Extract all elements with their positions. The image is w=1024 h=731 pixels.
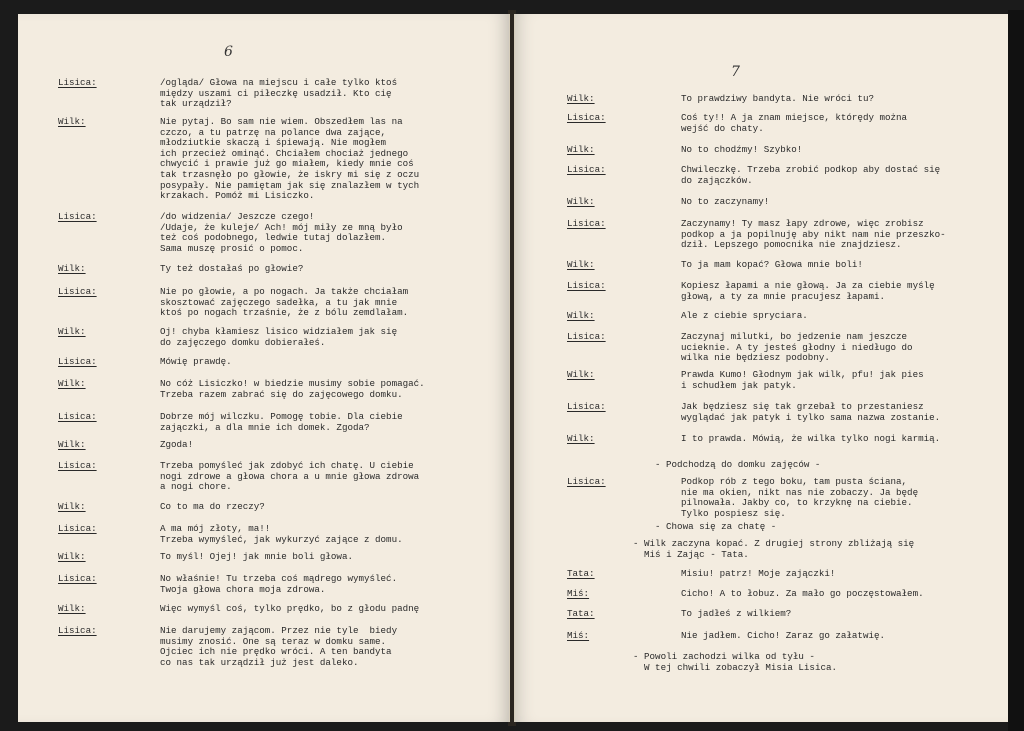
speaker-label: Wilk: xyxy=(567,259,595,270)
speaker-label: Lisica: xyxy=(567,331,606,342)
speaker-label: Wilk: xyxy=(567,196,595,207)
speaker-label: Wilk: xyxy=(567,433,595,444)
speaker-label: Lisica: xyxy=(58,411,97,422)
dialogue-line: No to zaczynamy! xyxy=(681,196,770,207)
right-page xyxy=(514,14,1008,722)
dialogue-line: I to prawda. Mówią, że wilka tylko nogi karmią. xyxy=(681,433,941,444)
dialogue-line: Nie po głowie, a po nogach. Ja także chciałam xyxy=(160,286,409,297)
speaker-label: Lisica: xyxy=(58,356,97,367)
speaker-label: Lisica: xyxy=(58,77,97,88)
dialogue-line: Nie pytaj. Bo sam nie wiem. Obszedłem las na xyxy=(160,116,403,127)
dialogue-line: Trzeba pomyśleć jak zdobyć ich chatę. U ciebie xyxy=(160,460,414,471)
dialogue-line: chwycić i prawie już go miałem, kiedy mnie coś xyxy=(160,158,414,170)
dialogue-line: wyglądać jak patyk i tylko sama nazwa zostanie. xyxy=(681,411,941,423)
speaker-label: Wilk: xyxy=(567,369,595,380)
dialogue-line: No to chodźmy! Szybko! xyxy=(681,144,803,155)
dialogue-line: ich przecież ominąć. Chciałem chociaż jednego xyxy=(160,147,409,159)
dialogue-line: No cóż Lisiczko! w biedzie musimy sobie pomagać. xyxy=(160,378,425,389)
dialogue-line: Jak będziesz się tak grzebał to przestaniesz xyxy=(681,401,924,412)
dialogue-line: Misiu! patrz! Moje zajączki! xyxy=(681,568,836,579)
dialogue-line: Sama muszę prosić o pomoc. xyxy=(160,242,304,254)
dialogue-line: nogi zdrowe a głowa chora a u mnie głowa zdrowa xyxy=(160,470,420,482)
dialogue-line: Kopiesz łapami a nie głową. Ja za ciebie myślę xyxy=(681,280,935,291)
dialogue-line: podkop a ja popilnuję aby nikt nam nie przeszko- xyxy=(681,228,946,240)
stage-direction: - Chowa się za chatę - xyxy=(655,521,777,532)
dialogue-line: zajączki, a dla mnie ich domek. Zgoda? xyxy=(160,421,370,433)
dialogue-line: Więc wymyśl coś, tylko prędko, bo z głodu padnę xyxy=(160,603,420,614)
dialogue-line: Coś ty!! A ja znam miejsce, którędy można xyxy=(681,112,908,123)
dialogue-line: Trzeba razem zabrać się do zajęcowego domku. xyxy=(160,388,403,400)
dialogue-line: ktoś po nogach trzaśnie, że z bólu zemdlałam. xyxy=(160,307,409,319)
dialogue-line: Dobrze mój wilczku. Pomogę tobie. Dla ciebie xyxy=(160,411,403,422)
stage-direction: - Powoli zachodzi wilka od tyłu - xyxy=(633,651,815,662)
stage-direction: W tej chwili zobaczył Misia Lisica. xyxy=(633,661,837,673)
dialogue-line: skosztować zajęczego sadełka, a tu jak mnie xyxy=(160,296,398,308)
speaker-label: Lisica: xyxy=(58,211,97,222)
dialogue-line: Podkop rób z tego boku, tam pusta ściana, xyxy=(681,476,908,487)
dialogue-line: też coś podobnego, ledwie tutaj dolazłem. xyxy=(160,232,387,244)
dialogue-line: Zgoda! xyxy=(160,439,194,450)
speaker-label: Wilk: xyxy=(58,263,86,274)
dialogue-line: /Udaje, że kuleje/ Ach! mój miły ze mną było xyxy=(160,221,403,233)
dialogue-line: dził. Lepszego pomocnika nie znajdziesz. xyxy=(681,239,902,251)
dialogue-line: do zajęczego domku dobierałeś. xyxy=(160,336,326,348)
dialogue-line: tak urządził? xyxy=(160,98,232,110)
dialogue-line: Nie jadłem. Cicho! Zaraz go załatwię. xyxy=(681,630,885,641)
dialogue-line: czczo, a tu patrzę na polance dwa zające, xyxy=(160,126,387,138)
dialogue-line: Twoja głowa chora moja zdrowa. xyxy=(160,583,326,595)
speaker-label: Lisica: xyxy=(58,625,97,636)
speaker-label: Lisica: xyxy=(567,218,606,229)
speaker-label: Wilk: xyxy=(58,439,86,450)
dialogue-line: Cicho! A to łobuz. Za mało go poczęstowałem. xyxy=(681,588,924,599)
dialogue-line: Co to ma do rzeczy? xyxy=(160,501,265,512)
dialogue-line: /ogląda/ Głowa na miejscu i całe tylko ktoś xyxy=(160,77,398,88)
dialogue-line: ucieknie. A ty jesteś głodny i niedługo do xyxy=(681,341,913,353)
dialogue-line: i schudłem jak patyk. xyxy=(681,379,797,391)
dialogue-line: musimy znosić. One są teraz w domku same. xyxy=(160,635,387,647)
dialogue-line: do zajączków. xyxy=(681,174,753,186)
speaker-label: Wilk: xyxy=(567,93,595,104)
speaker-label: Wilk: xyxy=(58,603,86,614)
speaker-label: Lisica: xyxy=(58,523,97,534)
dialogue-line: Oj! chyba kłamiesz lisico widziałem jak się xyxy=(160,326,398,337)
dialogue-line: a nogi chore. xyxy=(160,481,232,493)
stage-direction: - Wilk zaczyna kopać. Z drugiej strony zbliżają się xyxy=(633,538,915,549)
dialogue-line: Ale z ciebie spryciara. xyxy=(681,310,808,321)
dialogue-line: To prawdziwy bandyta. Nie wróci tu? xyxy=(681,93,874,104)
dialogue-line: Zaczynaj milutki, bo jedzenie nam jeszcze xyxy=(681,331,908,342)
dialogue-line: tak trzasnęło po głowie, że iskry mi się z oczu xyxy=(160,169,420,180)
dialogue-line: wejść do chaty. xyxy=(681,122,764,134)
speaker-label: Lisica: xyxy=(567,476,606,487)
left-page xyxy=(18,14,510,722)
dialogue-line: głową, a ty za mnie pracujesz łapami. xyxy=(681,290,885,302)
right-page-number: 7 xyxy=(731,64,740,80)
stage-direction: Miś i Zając - Tata. xyxy=(633,548,749,560)
speaker-label: Wilk: xyxy=(567,144,595,155)
dialogue-line: Trzeba wymyśleć, jak wykurzyć zające z domu. xyxy=(160,533,403,545)
dialogue-line: Chwileczkę. Trzeba zrobić podkop aby dostać się xyxy=(681,164,941,175)
left-page-number: 6 xyxy=(224,44,233,60)
speaker-label: Wilk: xyxy=(58,551,86,562)
stage-direction: - Podchodzą do domku zajęców - xyxy=(655,459,821,470)
dialogue-line: To myśl! Ojej! jak mnie boli głowa. xyxy=(160,551,353,562)
dialogue-line: No właśnie! Tu trzeba coś mądrego wymyśleć. xyxy=(160,573,398,584)
speaker-label: Wilk: xyxy=(58,501,86,512)
dialogue-line: pilnowała. Jakby co, to krzyknę na ciebie. xyxy=(681,497,913,509)
dialogue-line: Prawda Kumo! Głodnym jak wilk, pfu! jak pies xyxy=(681,369,924,380)
speaker-label: Wilk: xyxy=(567,310,595,321)
dialogue-line: Mówię prawdę. xyxy=(160,356,232,367)
dialogue-line: To ja mam kopać? Głowa mnie boli! xyxy=(681,259,863,270)
speaker-label: Lisica: xyxy=(567,401,606,412)
dialogue-line: Zaczynamy! Ty masz łapy zdrowe, więc zrobisz xyxy=(681,218,924,229)
dialogue-line: między uszami ci piłeczkę usadził. Kto cię xyxy=(160,87,392,99)
dialogue-line: Ojciec ich nie prędko wróci. A ten bandyta xyxy=(160,646,392,658)
speaker-label: Wilk: xyxy=(58,378,86,389)
dialogue-line: Nie darujemy zającom. Przez nie tyle biedy xyxy=(160,625,398,636)
dialogue-line: /do widzenia/ Jeszcze czego! xyxy=(160,211,315,222)
dialogue-line: Tylko pospiesz się. xyxy=(681,507,786,519)
speaker-label: Wilk: xyxy=(58,326,86,337)
speaker-label: Lisica: xyxy=(58,573,97,584)
dialogue-line: krzakach. Pomóż mi Lisiczko. xyxy=(160,190,315,202)
speaker-label: Tata: xyxy=(567,568,595,579)
speaker-label: Wilk: xyxy=(58,116,86,127)
speaker-label: Miś: xyxy=(567,588,590,599)
speaker-label: Lisica: xyxy=(567,164,606,175)
dialogue-line: co nas tak urządził już jest daleko. xyxy=(160,656,359,668)
dialogue-line: nie ma okien, nikt nas nie zobaczy. Ja będę xyxy=(681,486,919,498)
dialogue-line: wilka nie będziesz podobny. xyxy=(681,352,830,364)
speaker-label: Lisica: xyxy=(58,460,97,471)
dialogue-line: To jadłeś z wilkiem? xyxy=(681,608,792,619)
speaker-label: Lisica: xyxy=(58,286,97,297)
background-edge xyxy=(1008,10,1024,731)
dialogue-line: A ma mój złoty, ma!! xyxy=(160,523,271,534)
speaker-label: Miś: xyxy=(567,630,590,641)
dialogue-line: Ty też dostałaś po głowie? xyxy=(160,263,304,274)
speaker-label: Lisica: xyxy=(567,112,606,123)
dialogue-line: posypały. Nie pamiętam jak się znalazłem w tych xyxy=(160,179,420,191)
speaker-label: Tata: xyxy=(567,608,595,619)
speaker-label: Lisica: xyxy=(567,280,606,291)
dialogue-line: młodziutkie skaczą i śpiewają. Nie mogłem xyxy=(160,137,387,149)
